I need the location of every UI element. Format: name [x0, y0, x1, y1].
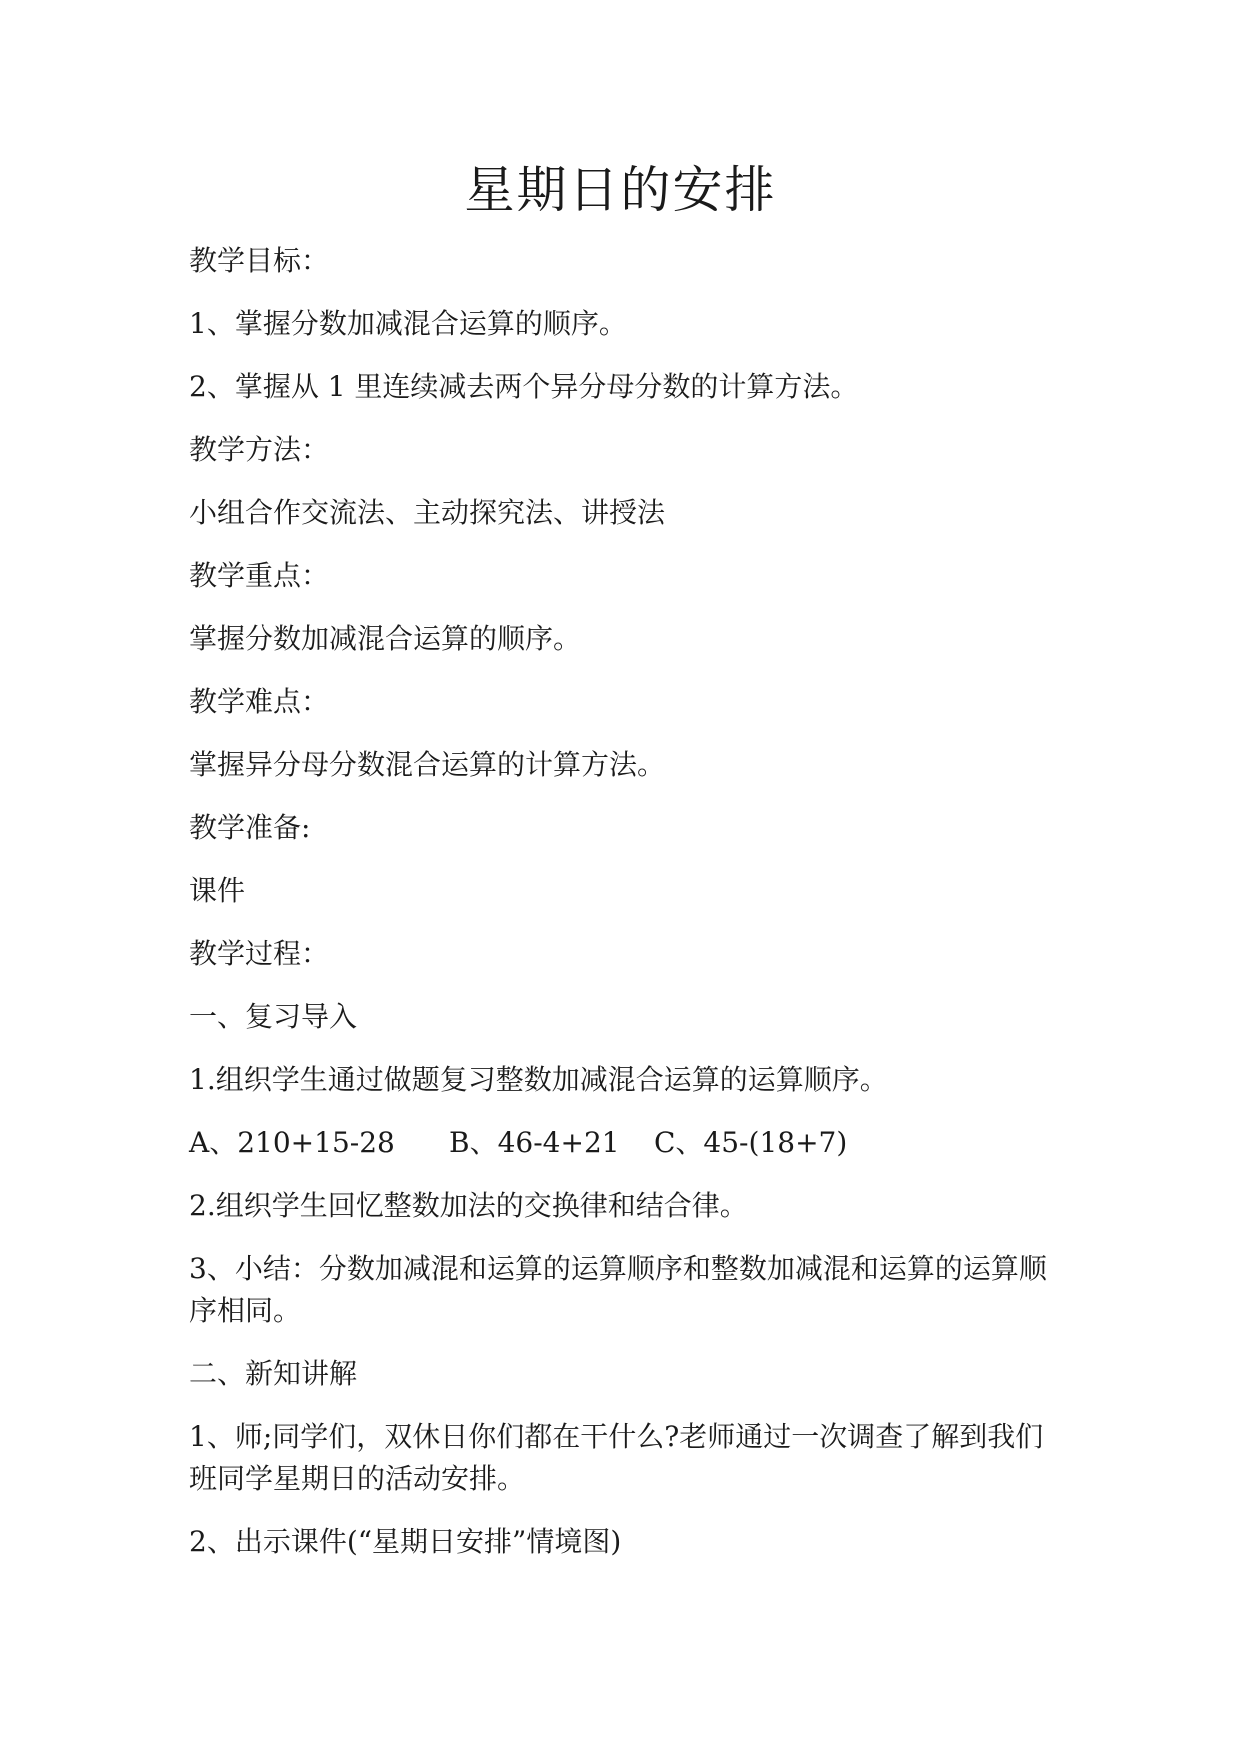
exercise-row: [189, 1122, 1059, 1164]
review-summary: 3、小结：分数加减混和运算的运算顺序和整数加减混和运算的运算顺序相同。: [189, 1252, 1047, 1327]
heading-teaching-goals: 教学目标：: [189, 244, 330, 277]
heading-teaching-methods: 教学方法：: [189, 433, 330, 466]
new-knowledge-step-2: 2、出示课件(“星期日安排”情境图): [189, 1525, 622, 1558]
new-knowledge-step-1: 1、师;同学们，双休日你们都在干什么?老师通过一次调查了解到我们班同学星期日的活动安排。: [189, 1420, 1044, 1495]
teaching-methods-text: 小组合作交流法、主动探究法、讲授法: [189, 496, 666, 529]
heading-preparation: 教学准备:: [189, 811, 311, 844]
heading-difficulties: 教学难点：: [189, 685, 330, 718]
preparation-text: 课件: [189, 874, 246, 907]
goal-item-1: 1、掌握分数加减混合运算的顺序。: [189, 307, 627, 340]
exercise-a: A、210+15-28: [189, 1126, 395, 1159]
exercise-b: B、46-4+21: [449, 1126, 620, 1159]
heading-key-points: 教学重点：: [189, 559, 330, 592]
heading-process: 教学过程：: [189, 937, 330, 970]
review-step-2: 2.组织学生回忆整数加法的交换律和结合律。: [189, 1189, 748, 1222]
document-title: 星期日的安排: [464, 161, 777, 219]
review-step-1: 1.组织学生通过做题复习整数加减混合运算的运算顺序。: [189, 1063, 888, 1096]
section-new-knowledge: 二、新知讲解: [189, 1357, 358, 1390]
goal-item-2: 2、掌握从 1 里连续减去两个异分母分数的计算方法。: [189, 370, 859, 403]
difficulties-text: 掌握异分母分数混合运算的计算方法。: [189, 748, 666, 781]
exercise-c: C、45-(18+7): [654, 1126, 848, 1159]
section-review-intro: 一、复习导入: [189, 1000, 358, 1033]
key-points-text: 掌握分数加减混合运算的顺序。: [189, 622, 582, 655]
